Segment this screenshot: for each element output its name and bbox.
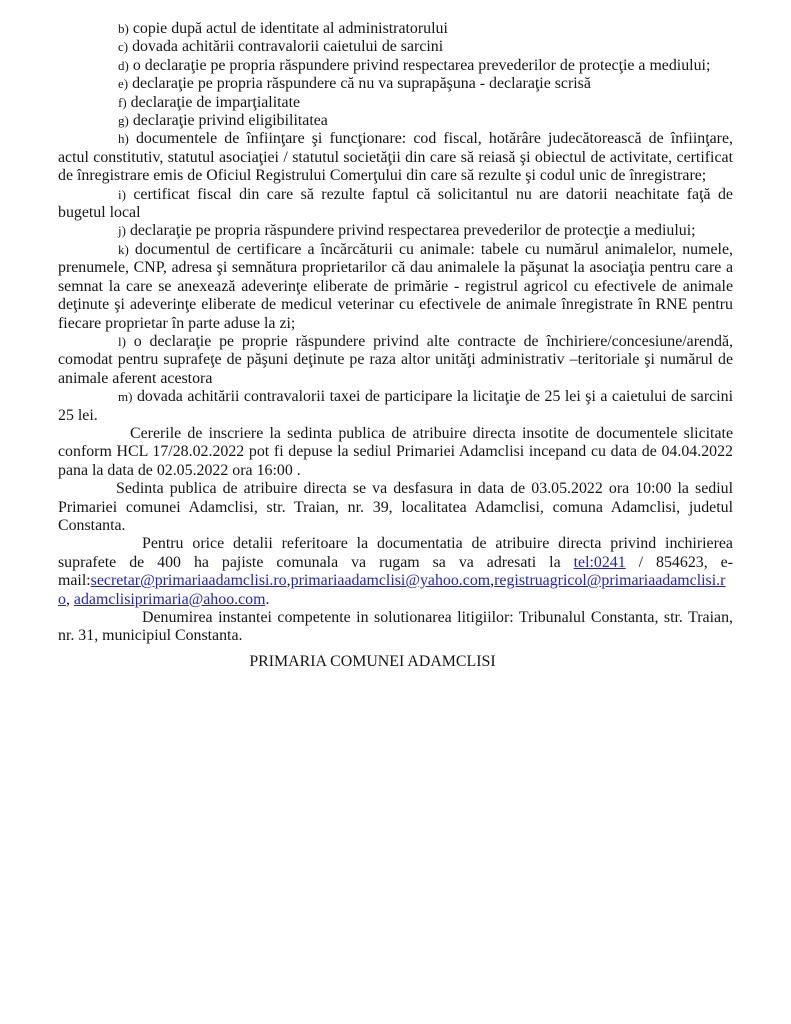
list-item-l (58, 333, 733, 388)
list-item-k (58, 241, 733, 333)
item-text: dovada achitării contravalorii taxei de participare la licitaţie de 25 lei şi a caietului de sarcini 25 lei. (58, 388, 733, 424)
item-label: b) (118, 21, 129, 36)
item-text: o declaraţie pe proprie răspundere privind alte contracte de închiriere/concesiune/arendă, comodat pentru suprafeţe de păşuni deţinute pe raza altor unităţi administrativ –teritoriale şi numărul de animale aferent acestora (58, 332, 733, 387)
item-label: h) (118, 131, 129, 147)
paragraph-text: Denumirea instantei competente in solutionarea litigiilor: Tribunalul Constanta, str. Traian, nr. 31, municipiul Constanta. (58, 609, 733, 645)
item-text: declaraţie pe propria răspundere privind respectarea prevederilor de protecţie a mediului; (129, 222, 696, 240)
list-item-g (58, 112, 733, 130)
list-item-m (58, 388, 733, 425)
paragraph-inscriere-cereri (58, 425, 733, 480)
period-text: . (265, 590, 270, 608)
item-label: l) (118, 333, 126, 349)
list-item-b (58, 20, 733, 38)
paragraph-sedinta-publica (58, 480, 733, 535)
paragraph-contact-detalii (58, 535, 733, 609)
item-label: e) (118, 76, 129, 92)
item-text: dovada achitării contravalorii caietului de sarcini (132, 38, 444, 56)
paragraph-instanta-competenta (58, 609, 733, 646)
email-link-registruagricol[interactable]: registruagricol@primariaadamclisi.ro (58, 572, 726, 608)
item-text: certificat fiscal din care să rezulte faptul că solicitantul nu are datorii neachitate faţă de bugetul local (58, 185, 733, 222)
separator-text: , (65, 590, 74, 608)
list-item-f (58, 94, 733, 112)
list-item-c (58, 38, 733, 56)
paragraph-text: Cererile de inscriere la sedinta publica de atribuire directa insotite de documentele slicitate conform HCL 17/28.02.2022 pot fi depuse la sediul Primariei Adamclisi incepand cu data de 04.04.2022 pana la data de 02.05.2022 ora 16:00 . (58, 424, 733, 479)
list-item-e (58, 75, 733, 93)
item-label: f) (118, 94, 127, 110)
paragraph-text: / 854623, e-mail: (58, 553, 734, 590)
email-link-primaria[interactable]: adamclisiprimaria@ahoo.com (73, 590, 266, 608)
email-link-yahoo[interactable]: primariaadamclisi@yahoo.com (290, 572, 491, 590)
list-item-i (58, 186, 733, 223)
item-label: j) (118, 223, 126, 239)
item-label: g) (118, 113, 129, 129)
separator-text: , (490, 572, 495, 590)
item-text: copie după actul de identitate al administratorului (132, 20, 448, 37)
item-text: o declaraţie pe propria răspundere privind respectarea prevederilor de protecţie a mediului; (132, 56, 711, 74)
footer-primaria-title: PRIMARIA COMUNEI ADAMCLISI (249, 652, 496, 670)
item-label: d) (118, 57, 129, 73)
item-label: m) (118, 389, 133, 405)
item-text: documentele de înfiinţare şi funcţionare: cod fiscal, hotărâre judecătorească de înfiinţare, actul constitutiv, statutul asociaţiei / statutul societăţii din care să reiasă şi obiectul de activitate, certificat de înregistrare emis de Oficiul Registrului Comerţului din care să rezulte şi codul unic de înregistrare; (58, 130, 733, 185)
item-text: declaraţie privind eligibilitatea (132, 112, 328, 130)
list-item-d (58, 57, 733, 75)
item-text: declaraţie pe propria răspundere că nu va suprapăşuna - declaraţie scrisă (132, 75, 591, 93)
list-item-j (58, 222, 733, 240)
item-label: k) (118, 241, 129, 257)
separator-text: , (286, 572, 291, 590)
tel-link[interactable]: tel:0241 (573, 553, 626, 571)
item-text: documentul de certificare a încărcăturii cu animale: tabele cu numărul animalelor, numele, prenumele, CNP, adresa şi semnătura proprietarilor că dau animalele la păşunat la asociaţia pentru care a semnat la care se anexează adeverinţe eliberate de primărie - registrul agricol cu efectivele de animale deţinute şi adeverinţe eliberate de medicul veterinar cu efectivele de animale înregistrate în RNE pentru fiecare proprietar în parte aduse la zi; (58, 240, 733, 332)
paragraph-text: Pentru orice detalii referitoare la documentatia de atribuire directa privind inchirierea suprafete de 400 ha pajiste comunala va rugam sa va adresati la (58, 535, 733, 571)
item-label: c) (118, 39, 129, 55)
paragraph-text: Sedinta publica de atribuire directa se va desfasura in data de 03.05.2022 ora 10:00 la sediul Primariei comunei Adamclisi, str. Traian, nr. 39, localitatea Adamclisi, comuna Adamclisi, judetul Constanta. (58, 480, 733, 534)
list-item-h (58, 130, 733, 185)
email-link-secretar[interactable]: secretar@primariaadamclisi.ro (90, 572, 287, 590)
item-text: declaraţie de imparţialitate (130, 93, 301, 111)
item-label: i) (118, 186, 126, 202)
